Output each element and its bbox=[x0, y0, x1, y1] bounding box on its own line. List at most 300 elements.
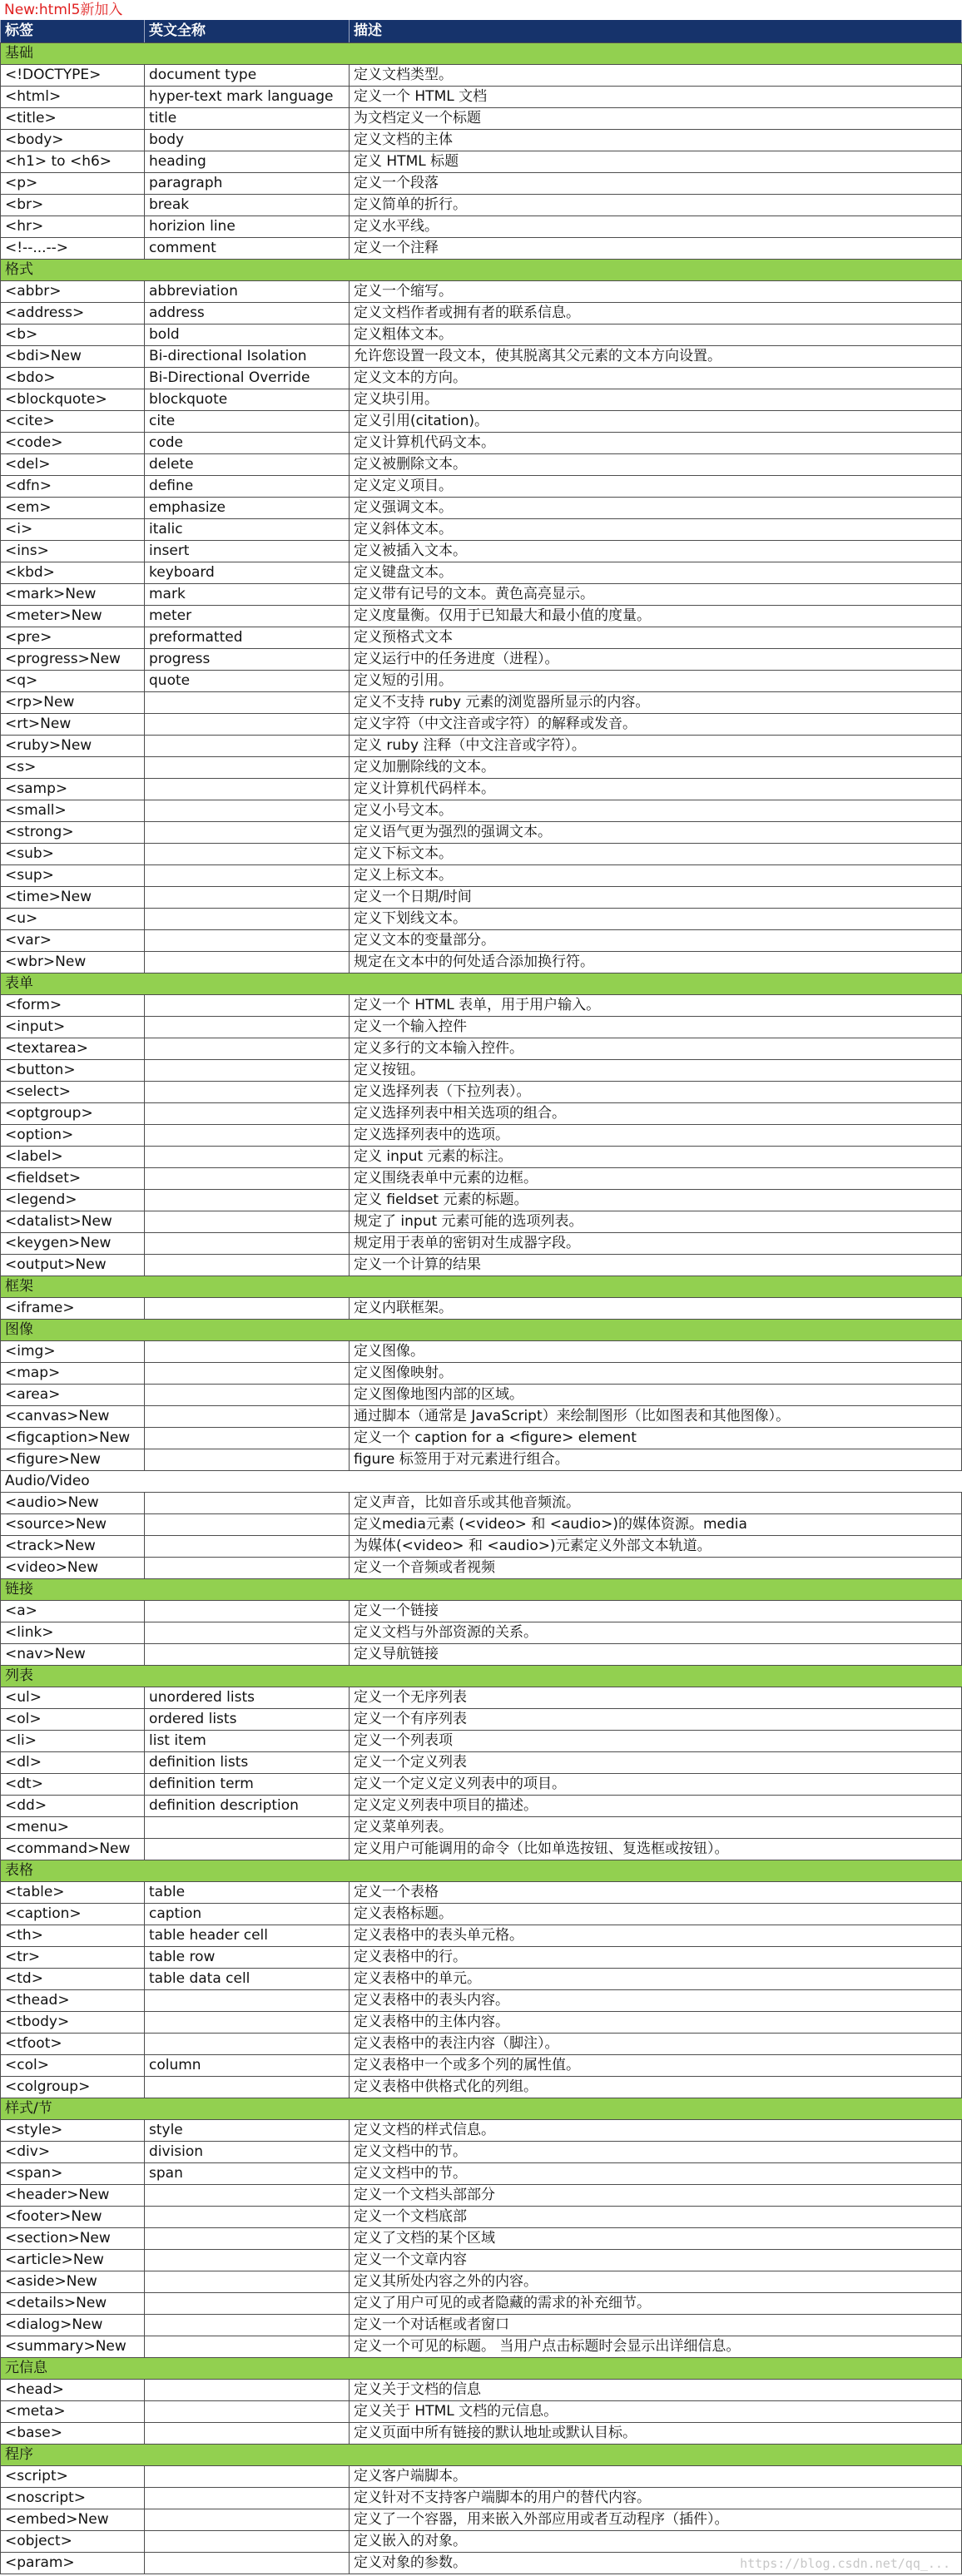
tag-cell: <title> bbox=[0, 108, 145, 129]
english-name-cell bbox=[145, 2531, 350, 2552]
tag-cell: <output>New bbox=[0, 1255, 145, 1276]
tag-cell: <section>New bbox=[0, 2228, 145, 2249]
table-row bbox=[0, 1385, 962, 1406]
english-name-cell: italic bbox=[145, 519, 350, 540]
section-row-filler bbox=[145, 2358, 962, 2379]
tag-cell: <video>New bbox=[0, 1558, 145, 1578]
english-name-cell: delete bbox=[145, 454, 350, 475]
english-name-cell bbox=[145, 1125, 350, 1146]
description-cell: 定义内联框架。 bbox=[350, 1298, 962, 1319]
description-cell: 定义 input 元素的标注。 bbox=[350, 1147, 962, 1167]
english-name-cell bbox=[145, 1558, 350, 1578]
english-name-cell: title bbox=[145, 108, 350, 129]
section-title: 基础 bbox=[0, 43, 145, 64]
table-row bbox=[0, 476, 962, 498]
description-cell: 定义文档中的节。 bbox=[350, 2142, 962, 2162]
description-cell: 定义一个日期/时间 bbox=[350, 887, 962, 908]
tag-cell: <body> bbox=[0, 130, 145, 151]
tag-cell: <tbody> bbox=[0, 2012, 145, 2033]
tag-cell: <time>New bbox=[0, 887, 145, 908]
tag-cell: <p> bbox=[0, 173, 145, 194]
tag-cell: <kbd> bbox=[0, 562, 145, 583]
tag-cell: <thead> bbox=[0, 1990, 145, 2011]
tag-cell: <figcaption>New bbox=[0, 1428, 145, 1449]
table-row bbox=[0, 1731, 962, 1752]
tag-cell: <header>New bbox=[0, 2185, 145, 2206]
english-name-cell bbox=[145, 2315, 350, 2336]
english-name-cell bbox=[145, 2271, 350, 2292]
section-title: Audio/Video bbox=[0, 1471, 145, 1492]
column-header-english-name: 英文全称 bbox=[145, 20, 350, 42]
table-row bbox=[0, 930, 962, 952]
english-name-cell bbox=[145, 1211, 350, 1232]
description-cell: 定义图像地图内部的区域。 bbox=[350, 1385, 962, 1405]
english-name-cell bbox=[145, 736, 350, 756]
description-cell: 定义了用户可见的或者隐藏的需求的补充细节。 bbox=[350, 2293, 962, 2314]
table-row bbox=[0, 1752, 962, 1774]
tag-cell: <label> bbox=[0, 1147, 145, 1167]
tag-cell: <pre> bbox=[0, 627, 145, 648]
tag-cell: <small> bbox=[0, 800, 145, 821]
english-name-cell bbox=[145, 800, 350, 821]
table-row bbox=[0, 303, 962, 324]
english-name-cell bbox=[145, 887, 350, 908]
table-row bbox=[0, 1406, 962, 1428]
table-row bbox=[0, 1298, 962, 1320]
english-name-cell bbox=[145, 995, 350, 1016]
table-row bbox=[0, 1709, 962, 1731]
english-name-cell: Bi-directional Isolation bbox=[145, 346, 350, 367]
tag-cell: <progress>New bbox=[0, 649, 145, 670]
tag-cell: <embed>New bbox=[0, 2509, 145, 2530]
english-name-cell: definition term bbox=[145, 1774, 350, 1795]
english-name-cell bbox=[145, 822, 350, 843]
table-row bbox=[0, 2271, 962, 2293]
tag-cell: <blockquote> bbox=[0, 389, 145, 410]
english-name-cell bbox=[145, 692, 350, 713]
tag-cell: <bdi>New bbox=[0, 346, 145, 367]
english-name-cell: table row bbox=[145, 1947, 350, 1968]
section-header-row bbox=[0, 1276, 962, 1298]
tag-cell: <code> bbox=[0, 433, 145, 453]
description-cell: 定义文档类型。 bbox=[350, 65, 962, 86]
tag-cell: <object> bbox=[0, 2531, 145, 2552]
table-row bbox=[0, 541, 962, 562]
tag-cell: <figure>New bbox=[0, 1449, 145, 1470]
table-row bbox=[0, 1017, 962, 1038]
table-row bbox=[0, 671, 962, 692]
table-row bbox=[0, 1493, 962, 1514]
table-row bbox=[0, 909, 962, 930]
english-name-cell bbox=[145, 1644, 350, 1665]
section-row-filler bbox=[145, 1471, 962, 1492]
section-header-row bbox=[0, 1666, 962, 1687]
english-name-cell bbox=[145, 1363, 350, 1384]
description-cell: 定义选择列表中的选项。 bbox=[350, 1125, 962, 1146]
table-row bbox=[0, 736, 962, 757]
section-header-row bbox=[0, 1471, 962, 1493]
english-name-cell: code bbox=[145, 433, 350, 453]
tag-cell: <html> bbox=[0, 87, 145, 107]
description-cell: 定义表格中的表头单元格。 bbox=[350, 1925, 962, 1946]
description-cell: 定义关于文档的信息 bbox=[350, 2380, 962, 2400]
table-row bbox=[0, 1060, 962, 1082]
english-name-cell bbox=[145, 1817, 350, 1838]
new-tag-notice: New:html5新加入 bbox=[4, 2, 123, 18]
english-name-cell bbox=[145, 1514, 350, 1535]
tag-cell: <caption> bbox=[0, 1904, 145, 1925]
tag-cell: <col> bbox=[0, 2055, 145, 2076]
table-row bbox=[0, 2423, 962, 2445]
description-cell: 定义强调文本。 bbox=[350, 498, 962, 518]
table-row bbox=[0, 649, 962, 671]
tag-cell: <script> bbox=[0, 2466, 145, 2487]
description-cell: 定义 fieldset 元素的标题。 bbox=[350, 1190, 962, 1211]
table-row bbox=[0, 1796, 962, 1817]
tag-cell: <tr> bbox=[0, 1947, 145, 1968]
english-name-cell bbox=[145, 1622, 350, 1643]
description-cell: 规定了 input 元素可能的选项列表。 bbox=[350, 1211, 962, 1232]
table-row bbox=[0, 2401, 962, 2423]
tag-cell: <samp> bbox=[0, 779, 145, 800]
english-name-cell bbox=[145, 2034, 350, 2054]
table-row bbox=[0, 2380, 962, 2401]
description-cell: 定义表格中供格式化的列组。 bbox=[350, 2077, 962, 2098]
description-cell: 定义一个注释 bbox=[350, 238, 962, 259]
table-row bbox=[0, 2077, 962, 2098]
tag-cell: <mark>New bbox=[0, 584, 145, 605]
section-header-row bbox=[0, 2098, 962, 2120]
section-row-filler bbox=[145, 1276, 962, 1297]
tag-cell: <tfoot> bbox=[0, 2034, 145, 2054]
description-cell: 为文档定义一个标题 bbox=[350, 108, 962, 129]
section-title: 表单 bbox=[0, 973, 145, 994]
description-cell: 定义表格中的主体内容。 bbox=[350, 2012, 962, 2033]
section-title: 元信息 bbox=[0, 2358, 145, 2379]
description-cell: 定义一个无序列表 bbox=[350, 1687, 962, 1708]
section-row-filler bbox=[145, 1860, 962, 1881]
tag-cell: <dt> bbox=[0, 1774, 145, 1795]
english-name-cell: body bbox=[145, 130, 350, 151]
table-row bbox=[0, 130, 962, 151]
english-name-cell bbox=[145, 1082, 350, 1102]
description-cell: 定义针对不支持客户端脚本的用户的替代内容。 bbox=[350, 2488, 962, 2509]
tag-cell: <head> bbox=[0, 2380, 145, 2400]
description-cell: 定义一个缩写。 bbox=[350, 281, 962, 302]
english-name-cell: division bbox=[145, 2142, 350, 2162]
description-cell: 定义斜体文本。 bbox=[350, 519, 962, 540]
description-cell: 定义文档与外部资源的关系。 bbox=[350, 1622, 962, 1643]
table-row bbox=[0, 238, 962, 260]
tag-cell: <address> bbox=[0, 303, 145, 324]
english-name-cell: abbreviation bbox=[145, 281, 350, 302]
description-cell: 定义加删除线的文本。 bbox=[350, 757, 962, 778]
tag-cell: <details>New bbox=[0, 2293, 145, 2314]
tag-cell: <track>New bbox=[0, 1536, 145, 1557]
english-name-cell bbox=[145, 2401, 350, 2422]
table-row bbox=[0, 411, 962, 433]
english-name-cell bbox=[145, 2380, 350, 2400]
table-row bbox=[0, 2488, 962, 2509]
english-name-cell: define bbox=[145, 476, 350, 497]
table-row bbox=[0, 822, 962, 844]
table-row bbox=[0, 2250, 962, 2271]
section-header-row bbox=[0, 973, 962, 995]
description-cell: 定义一个 HTML 文档 bbox=[350, 87, 962, 107]
tag-cell: <b> bbox=[0, 324, 145, 345]
tag-cell: <dfn> bbox=[0, 476, 145, 497]
table-row bbox=[0, 1341, 962, 1363]
tag-cell: <ul> bbox=[0, 1687, 145, 1708]
table-row bbox=[0, 346, 962, 368]
tag-cell: <i> bbox=[0, 519, 145, 540]
tag-cell: <cite> bbox=[0, 411, 145, 432]
description-cell: 定义一个文档底部 bbox=[350, 2207, 962, 2227]
description-cell: 定义键盘文本。 bbox=[350, 562, 962, 583]
table-row bbox=[0, 2034, 962, 2055]
table-row bbox=[0, 1536, 962, 1558]
english-name-cell: style bbox=[145, 2120, 350, 2141]
table-row bbox=[0, 1038, 962, 1060]
tag-cell: <param> bbox=[0, 2553, 145, 2574]
description-cell: 定义表格中的行。 bbox=[350, 1947, 962, 1968]
description-cell: 定义一个有序列表 bbox=[350, 1709, 962, 1730]
tag-cell: <u> bbox=[0, 909, 145, 929]
tag-cell: <select> bbox=[0, 1082, 145, 1102]
table-row bbox=[0, 1211, 962, 1233]
tag-cell: <sub> bbox=[0, 844, 145, 864]
english-name-cell bbox=[145, 952, 350, 973]
table-row bbox=[0, 1190, 962, 1211]
description-cell: 定义围绕表单中元素的边框。 bbox=[350, 1168, 962, 1189]
description-cell: 定义一个文档头部部分 bbox=[350, 2185, 962, 2206]
section-header-row bbox=[0, 1860, 962, 1882]
english-name-cell: address bbox=[145, 303, 350, 324]
table-row bbox=[0, 1082, 962, 1103]
description-cell: 定义关于 HTML 文档的元信息。 bbox=[350, 2401, 962, 2422]
description-cell: 定义表格中的表头内容。 bbox=[350, 1990, 962, 2011]
table-row bbox=[0, 1428, 962, 1449]
english-name-cell bbox=[145, 2012, 350, 2033]
tag-cell: <dialog>New bbox=[0, 2315, 145, 2336]
english-name-cell bbox=[145, 1147, 350, 1167]
tag-cell: <base> bbox=[0, 2423, 145, 2444]
table-row bbox=[0, 1125, 962, 1147]
tag-cell: <fieldset> bbox=[0, 1168, 145, 1189]
english-name-cell bbox=[145, 714, 350, 735]
tag-cell: <em> bbox=[0, 498, 145, 518]
english-name-cell bbox=[145, 844, 350, 864]
table-row bbox=[0, 2142, 962, 2163]
description-cell: 定义被删除文本。 bbox=[350, 454, 962, 475]
english-name-cell bbox=[145, 1103, 350, 1124]
table-row bbox=[0, 1774, 962, 1796]
english-name-cell bbox=[145, 2488, 350, 2509]
description-cell: 定义文档的样式信息。 bbox=[350, 2120, 962, 2141]
table-row bbox=[0, 173, 962, 195]
english-name-cell: heading bbox=[145, 151, 350, 172]
table-body bbox=[0, 43, 962, 2574]
description-cell: 定义水平线。 bbox=[350, 216, 962, 237]
tag-cell: <datalist>New bbox=[0, 1211, 145, 1232]
tag-cell: <!--...--> bbox=[0, 238, 145, 259]
english-name-cell bbox=[145, 1060, 350, 1081]
table-row bbox=[0, 779, 962, 800]
table-row bbox=[0, 1168, 962, 1190]
english-name-cell bbox=[145, 1536, 350, 1557]
table-row bbox=[0, 2466, 962, 2488]
description-cell: 定义计算机代码文本。 bbox=[350, 433, 962, 453]
table-row bbox=[0, 692, 962, 714]
section-title: 列表 bbox=[0, 1666, 145, 1687]
table-row bbox=[0, 1839, 962, 1860]
english-name-cell bbox=[145, 1038, 350, 1059]
tag-cell: <summary>New bbox=[0, 2336, 145, 2357]
description-cell: 定义图像映射。 bbox=[350, 1363, 962, 1384]
tag-cell: <abbr> bbox=[0, 281, 145, 302]
table-row bbox=[0, 151, 962, 173]
english-name-cell bbox=[145, 1839, 350, 1860]
table-row bbox=[0, 887, 962, 909]
english-name-cell bbox=[145, 2509, 350, 2530]
english-name-cell: span bbox=[145, 2163, 350, 2184]
description-cell: 定义多行的文本输入控件。 bbox=[350, 1038, 962, 1059]
english-name-cell bbox=[145, 909, 350, 929]
description-cell: 定义语气更为强烈的强调文本。 bbox=[350, 822, 962, 843]
english-name-cell: ordered lists bbox=[145, 1709, 350, 1730]
tag-cell: <li> bbox=[0, 1731, 145, 1751]
description-cell: 定义粗体文本。 bbox=[350, 324, 962, 345]
description-cell: 定义一个段落 bbox=[350, 173, 962, 194]
english-name-cell: insert bbox=[145, 541, 350, 562]
tag-cell: <option> bbox=[0, 1125, 145, 1146]
table-row bbox=[0, 433, 962, 454]
description-cell: 定义一个输入控件 bbox=[350, 1017, 962, 1038]
table-row bbox=[0, 2315, 962, 2336]
section-title: 样式/节 bbox=[0, 2098, 145, 2119]
section-header-row bbox=[0, 43, 962, 65]
section-row-filler bbox=[145, 2445, 962, 2465]
tag-cell: <del> bbox=[0, 454, 145, 475]
english-name-cell: definition lists bbox=[145, 1752, 350, 1773]
section-header-row bbox=[0, 1579, 962, 1601]
table-row bbox=[0, 1103, 962, 1125]
tag-cell: <noscript> bbox=[0, 2488, 145, 2509]
english-name-cell bbox=[145, 1298, 350, 1319]
tag-cell: <article>New bbox=[0, 2250, 145, 2271]
notice-row bbox=[0, 0, 962, 20]
tag-cell: <hr> bbox=[0, 216, 145, 237]
tag-cell: <colgroup> bbox=[0, 2077, 145, 2098]
table-row bbox=[0, 1817, 962, 1839]
english-name-cell bbox=[145, 2185, 350, 2206]
english-name-cell: preformatted bbox=[145, 627, 350, 648]
description-cell: 定义一个表格 bbox=[350, 1882, 962, 1903]
description-cell: 定义引用(citation)。 bbox=[350, 411, 962, 432]
english-name-cell: caption bbox=[145, 1904, 350, 1925]
description-cell: 定义不支持 ruby 元素的浏览器所显示的内容。 bbox=[350, 692, 962, 713]
description-cell: 定义嵌入的对象。 bbox=[350, 2531, 962, 2552]
english-name-cell: keyboard bbox=[145, 562, 350, 583]
table-row bbox=[0, 757, 962, 779]
tag-cell: <q> bbox=[0, 671, 145, 691]
english-name-cell bbox=[145, 2293, 350, 2314]
description-cell: 定义声音，比如音乐或其他音频流。 bbox=[350, 1493, 962, 1513]
english-name-cell: blockquote bbox=[145, 389, 350, 410]
description-cell: 定义用户可能调用的命令（比如单选按钮、复选框或按钮）。 bbox=[350, 1839, 962, 1860]
tag-cell: <h1> to <h6> bbox=[0, 151, 145, 172]
tag-cell: <textarea> bbox=[0, 1038, 145, 1059]
table-row bbox=[0, 1990, 962, 2012]
tag-cell: <rt>New bbox=[0, 714, 145, 735]
tag-cell: <source>New bbox=[0, 1514, 145, 1535]
table-row bbox=[0, 584, 962, 606]
tag-cell: <dd> bbox=[0, 1796, 145, 1816]
section-title: 表格 bbox=[0, 1860, 145, 1881]
tag-cell: <form> bbox=[0, 995, 145, 1016]
description-cell: 定义度量衡。仅用于已知最大和最小值的度量。 bbox=[350, 606, 962, 627]
english-name-cell bbox=[145, 1017, 350, 1038]
table-row bbox=[0, 1969, 962, 1990]
table-row bbox=[0, 1925, 962, 1947]
tag-cell: <strong> bbox=[0, 822, 145, 843]
table-row bbox=[0, 844, 962, 865]
table-row bbox=[0, 1514, 962, 1536]
table-row bbox=[0, 2228, 962, 2250]
description-cell: 定义上标文本。 bbox=[350, 865, 962, 886]
description-cell: 定义文本的变量部分。 bbox=[350, 930, 962, 951]
tag-cell: <dl> bbox=[0, 1752, 145, 1773]
description-cell: 定义带有记号的文本。黄色高亮显示。 bbox=[350, 584, 962, 605]
english-name-cell bbox=[145, 757, 350, 778]
table-row bbox=[0, 195, 962, 216]
english-name-cell bbox=[145, 779, 350, 800]
english-name-cell bbox=[145, 2423, 350, 2444]
description-cell: 定义短的引用。 bbox=[350, 671, 962, 691]
description-cell: 定义选择列表（下拉列表）。 bbox=[350, 1082, 962, 1102]
description-cell: 定义表格中的表注内容（脚注）。 bbox=[350, 2034, 962, 2054]
tag-cell: <link> bbox=[0, 1622, 145, 1643]
section-title: 链接 bbox=[0, 1579, 145, 1600]
description-cell: 定义客户端脚本。 bbox=[350, 2466, 962, 2487]
description-cell: 定义了文档的某个区域 bbox=[350, 2228, 962, 2249]
english-name-cell: emphasize bbox=[145, 498, 350, 518]
english-name-cell bbox=[145, 1601, 350, 1622]
table-row bbox=[0, 562, 962, 584]
section-row-filler bbox=[145, 1666, 962, 1687]
description-cell: 定义一个 caption for a <figure> element bbox=[350, 1428, 962, 1449]
column-header-description: 描述 bbox=[350, 20, 962, 42]
tag-cell: <map> bbox=[0, 1363, 145, 1384]
table-row bbox=[0, 2207, 962, 2228]
section-header-row bbox=[0, 2358, 962, 2380]
description-cell: 定义按钮。 bbox=[350, 1060, 962, 1081]
table-row bbox=[0, 800, 962, 822]
description-cell: 定义文档的主体 bbox=[350, 130, 962, 151]
description-cell: 定义 HTML 标题 bbox=[350, 151, 962, 172]
english-name-cell: horizion line bbox=[145, 216, 350, 237]
description-cell: 定义下标文本。 bbox=[350, 844, 962, 864]
description-cell: 定义其所处内容之外的内容。 bbox=[350, 2271, 962, 2292]
section-row-filler bbox=[145, 2098, 962, 2119]
description-cell: 定义小号文本。 bbox=[350, 800, 962, 821]
description-cell: 允许您设置一段文本，使其脱离其父元素的文本方向设置。 bbox=[350, 346, 962, 367]
tag-cell: <sup> bbox=[0, 865, 145, 886]
table-row bbox=[0, 1622, 962, 1644]
english-name-cell bbox=[145, 930, 350, 951]
table-row bbox=[0, 65, 962, 87]
english-name-cell: mark bbox=[145, 584, 350, 605]
